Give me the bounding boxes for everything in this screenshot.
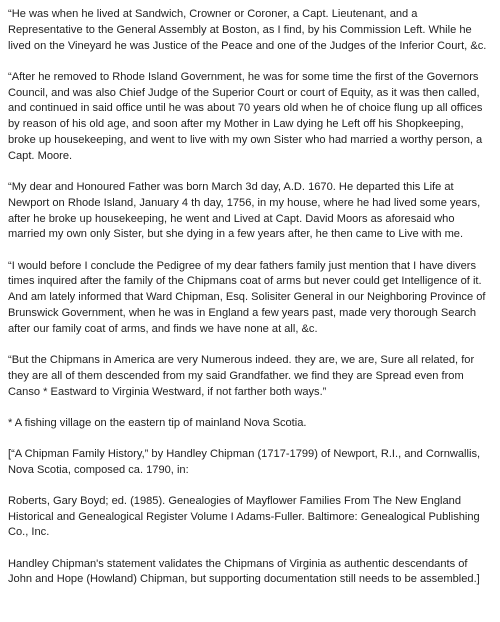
document-page [8,7,494,604]
footnote-canso: * A fishing village on the eastern tip of mainland Nova Scotia. [8,416,307,429]
quote-paragraph-numerous: “But the Chipmans in America are very Numerous indeed. they are, we are, Sure all related, for they are all of them descended from my said Grandfather. we find they are Spread even from Canso * Eastward to Virginia Westward, if not farther both ways.” [8,353,475,398]
quote-paragraph-father-birth: “My dear and Honoured Father was born March 3d day, A.D. 1670. He departed this Life at Newport on Rhode Island, January 4 th day, 1756, in my house, where he had lived some years, after he broke up housekeeping, he went and Lived at Capt. David Moors as aforesaid who married my own only Sister, but she dying in a few years after, he then came to Live with me. [8,180,481,241]
quote-paragraph-sandwich: “He was when he lived at Sandwich, Crowner or Coroner, a Capt. Lieutenant, and a Representative to the General Assembly at Boston, as I find, by his Commission Left. While he lived on the Vineyard he was Justice of the Peace and one of the Judges of the Inferior Court, &c. [8,8,487,52]
reference-roberts: Roberts, Gary Boyd; ed. (1985). Genealogies of Mayflower Families From The New England Historical and Genealogical Register Volume I Adams-Fuller. Baltimore: Genealogical Publishing Co., Inc. [8,494,480,539]
source-citation: [“A Chipman Family History,” by Handley Chipman (1717-1799) of Newport, R.I., and Cornwallis, Nova Scotia, composed ca. 1790, in: [8,447,481,476]
quote-paragraph-coat-of-arms: “I would before I conclude the Pedigree of my dear fathers family just mention that I have divers times inquired after the family of the Chipmans coat of arms but never could get Intelligence of it. And am lately informed that Ward Chipman, Esq. Solisiter General in our Neighboring Province of Brunswick Government, when he was in England a few years past, made very thorough Search after our family coat of arms, and finds we have none at all, &c. [8,259,486,335]
quote-paragraph-rhode-island: “After he removed to Rhode Island Government, he was for some time the first of the Governors Council, and was also Chief Judge of the Superior Court or court of Equity, as it was then called, and continued in said office until he was about 70 years old when he of choice flung up all offices by reason of his old age, and soon after my Mother in Law dying he Left off his Shopkeeping, broke up housekeeping, and went to live with my own Sister who had married a worthy person, a Capt. Moore. [8,70,483,162]
editorial-note: Handley Chipman's statement validates the Chipmans of Virginia as authentic descendants of John and Hope (Howland) Chipman, but supporting documentation still needs to be assembled.] [8,557,480,586]
